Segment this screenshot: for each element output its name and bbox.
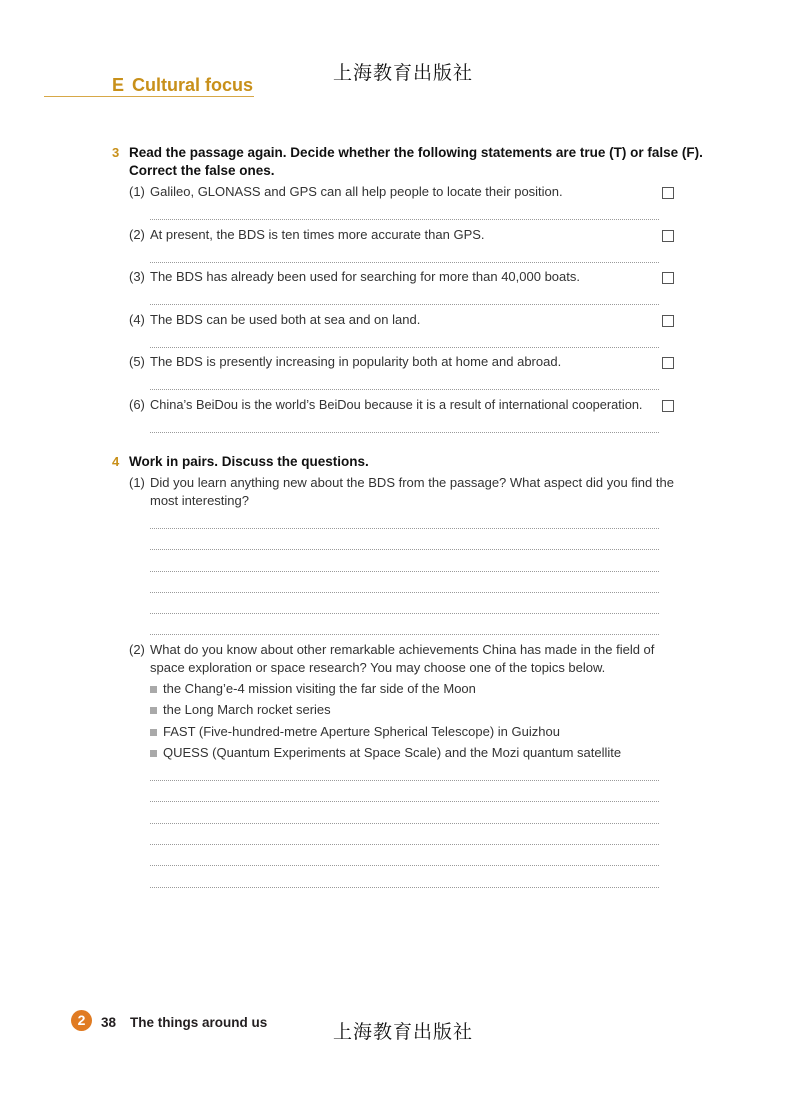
statement-1-tf-checkbox[interactable] <box>662 187 674 199</box>
discussion-1-answer-line[interactable] <box>150 528 659 529</box>
discussion-2-text-line2: space exploration or space research? You may choose one of the topics below. <box>150 660 606 675</box>
statement-6-text: China’s BeiDou is the world’s BeiDou because it is a result of international cooperation. <box>150 397 643 412</box>
statement-3-tf-checkbox[interactable] <box>662 272 674 284</box>
discussion-2-answer-line[interactable] <box>150 780 659 781</box>
question-3-number: 3 <box>112 145 120 160</box>
statement-2-tf-checkbox[interactable] <box>662 230 674 242</box>
question-4-number: 4 <box>112 454 120 469</box>
topic-item: FAST (Five-hundred-metre Aperture Spherical Telescope) in Guizhou <box>163 724 560 739</box>
statement-5-answer-line[interactable] <box>150 389 659 390</box>
statement-5-tf-checkbox[interactable] <box>662 357 674 369</box>
question-4-instruction: Work in pairs. Discuss the questions. <box>129 454 369 469</box>
statement-6-number: (6) <box>129 397 145 412</box>
question-3-instruction-line2: Correct the false ones. <box>129 163 275 178</box>
topic-item: QUESS (Quantum Experiments at Space Scale) and the Mozi quantum satellite <box>163 745 622 760</box>
page-number: 38 <box>101 1015 117 1030</box>
discussion-2-number: (2) <box>129 642 145 657</box>
statement-2-number: (2) <box>129 227 145 242</box>
statement-1-text: Galileo, GLONASS and GPS can all help people to locate their position. <box>150 184 563 199</box>
discussion-2-answer-line[interactable] <box>150 823 659 824</box>
discussion-1-number: (1) <box>129 475 145 490</box>
statement-3-answer-line[interactable] <box>150 304 659 305</box>
discussion-1-text-line1: Did you learn anything new about the BDS from the passage? What aspect did you find the <box>150 475 674 490</box>
statement-1-answer-line[interactable] <box>150 219 659 220</box>
discussion-1-text-line2: most interesting? <box>150 493 249 508</box>
statement-2-answer-line[interactable] <box>150 262 659 263</box>
discussion-2-answer-line[interactable] <box>150 887 659 888</box>
discussion-1-answer-line[interactable] <box>150 592 659 593</box>
section-underline <box>44 96 254 97</box>
discussion-2-answer-line[interactable] <box>150 844 659 845</box>
statement-5-number: (5) <box>129 354 145 369</box>
section-letter: E <box>112 75 125 95</box>
statement-4-answer-line[interactable] <box>150 347 659 348</box>
bullet-icon <box>150 707 157 714</box>
topic-item: the Long March rocket series <box>163 702 331 717</box>
statement-3-number: (3) <box>129 269 145 284</box>
publisher-watermark-bottom: 上海教育出版社 <box>333 1021 474 1043</box>
unit-title: The things around us <box>130 1015 268 1030</box>
statement-4-tf-checkbox[interactable] <box>662 315 674 327</box>
discussion-1-answer-line[interactable] <box>150 571 659 572</box>
discussion-1-answer-line[interactable] <box>150 613 659 614</box>
section-heading <box>112 75 253 96</box>
statement-6-tf-checkbox[interactable] <box>662 400 674 412</box>
question-3-instruction-line1: Read the passage again. Decide whether the following statements are true (T) or false (F). <box>129 145 703 160</box>
statement-6-answer-line[interactable] <box>150 432 659 433</box>
statement-4-text: The BDS can be used both at sea and on land. <box>150 312 421 327</box>
statement-2-text: At present, the BDS is ten times more accurate than GPS. <box>150 227 485 242</box>
bullet-icon <box>150 686 157 693</box>
bullet-icon <box>150 729 157 736</box>
topic-item: the Chang’e-4 mission visiting the far side of the Moon <box>163 681 476 696</box>
statement-4-number: (4) <box>129 312 145 327</box>
publisher-watermark-top: 上海教育出版社 <box>333 62 474 84</box>
discussion-2-answer-line[interactable] <box>150 801 659 802</box>
statement-1-number: (1) <box>129 184 145 199</box>
statement-5-text: The BDS is presently increasing in popularity both at home and abroad. <box>150 354 562 369</box>
discussion-2-answer-line[interactable] <box>150 865 659 866</box>
bullet-icon <box>150 750 157 757</box>
discussion-2-text-line1: What do you know about other remarkable achievements China has made in the field of <box>150 642 655 657</box>
discussion-1-answer-line[interactable] <box>150 549 659 550</box>
unit-number-badge: 2 <box>71 1010 92 1031</box>
section-title: Cultural focus <box>132 75 254 95</box>
statement-3-text: The BDS has already been used for searching for more than 40,000 boats. <box>150 269 580 284</box>
discussion-1-answer-line[interactable] <box>150 634 659 635</box>
